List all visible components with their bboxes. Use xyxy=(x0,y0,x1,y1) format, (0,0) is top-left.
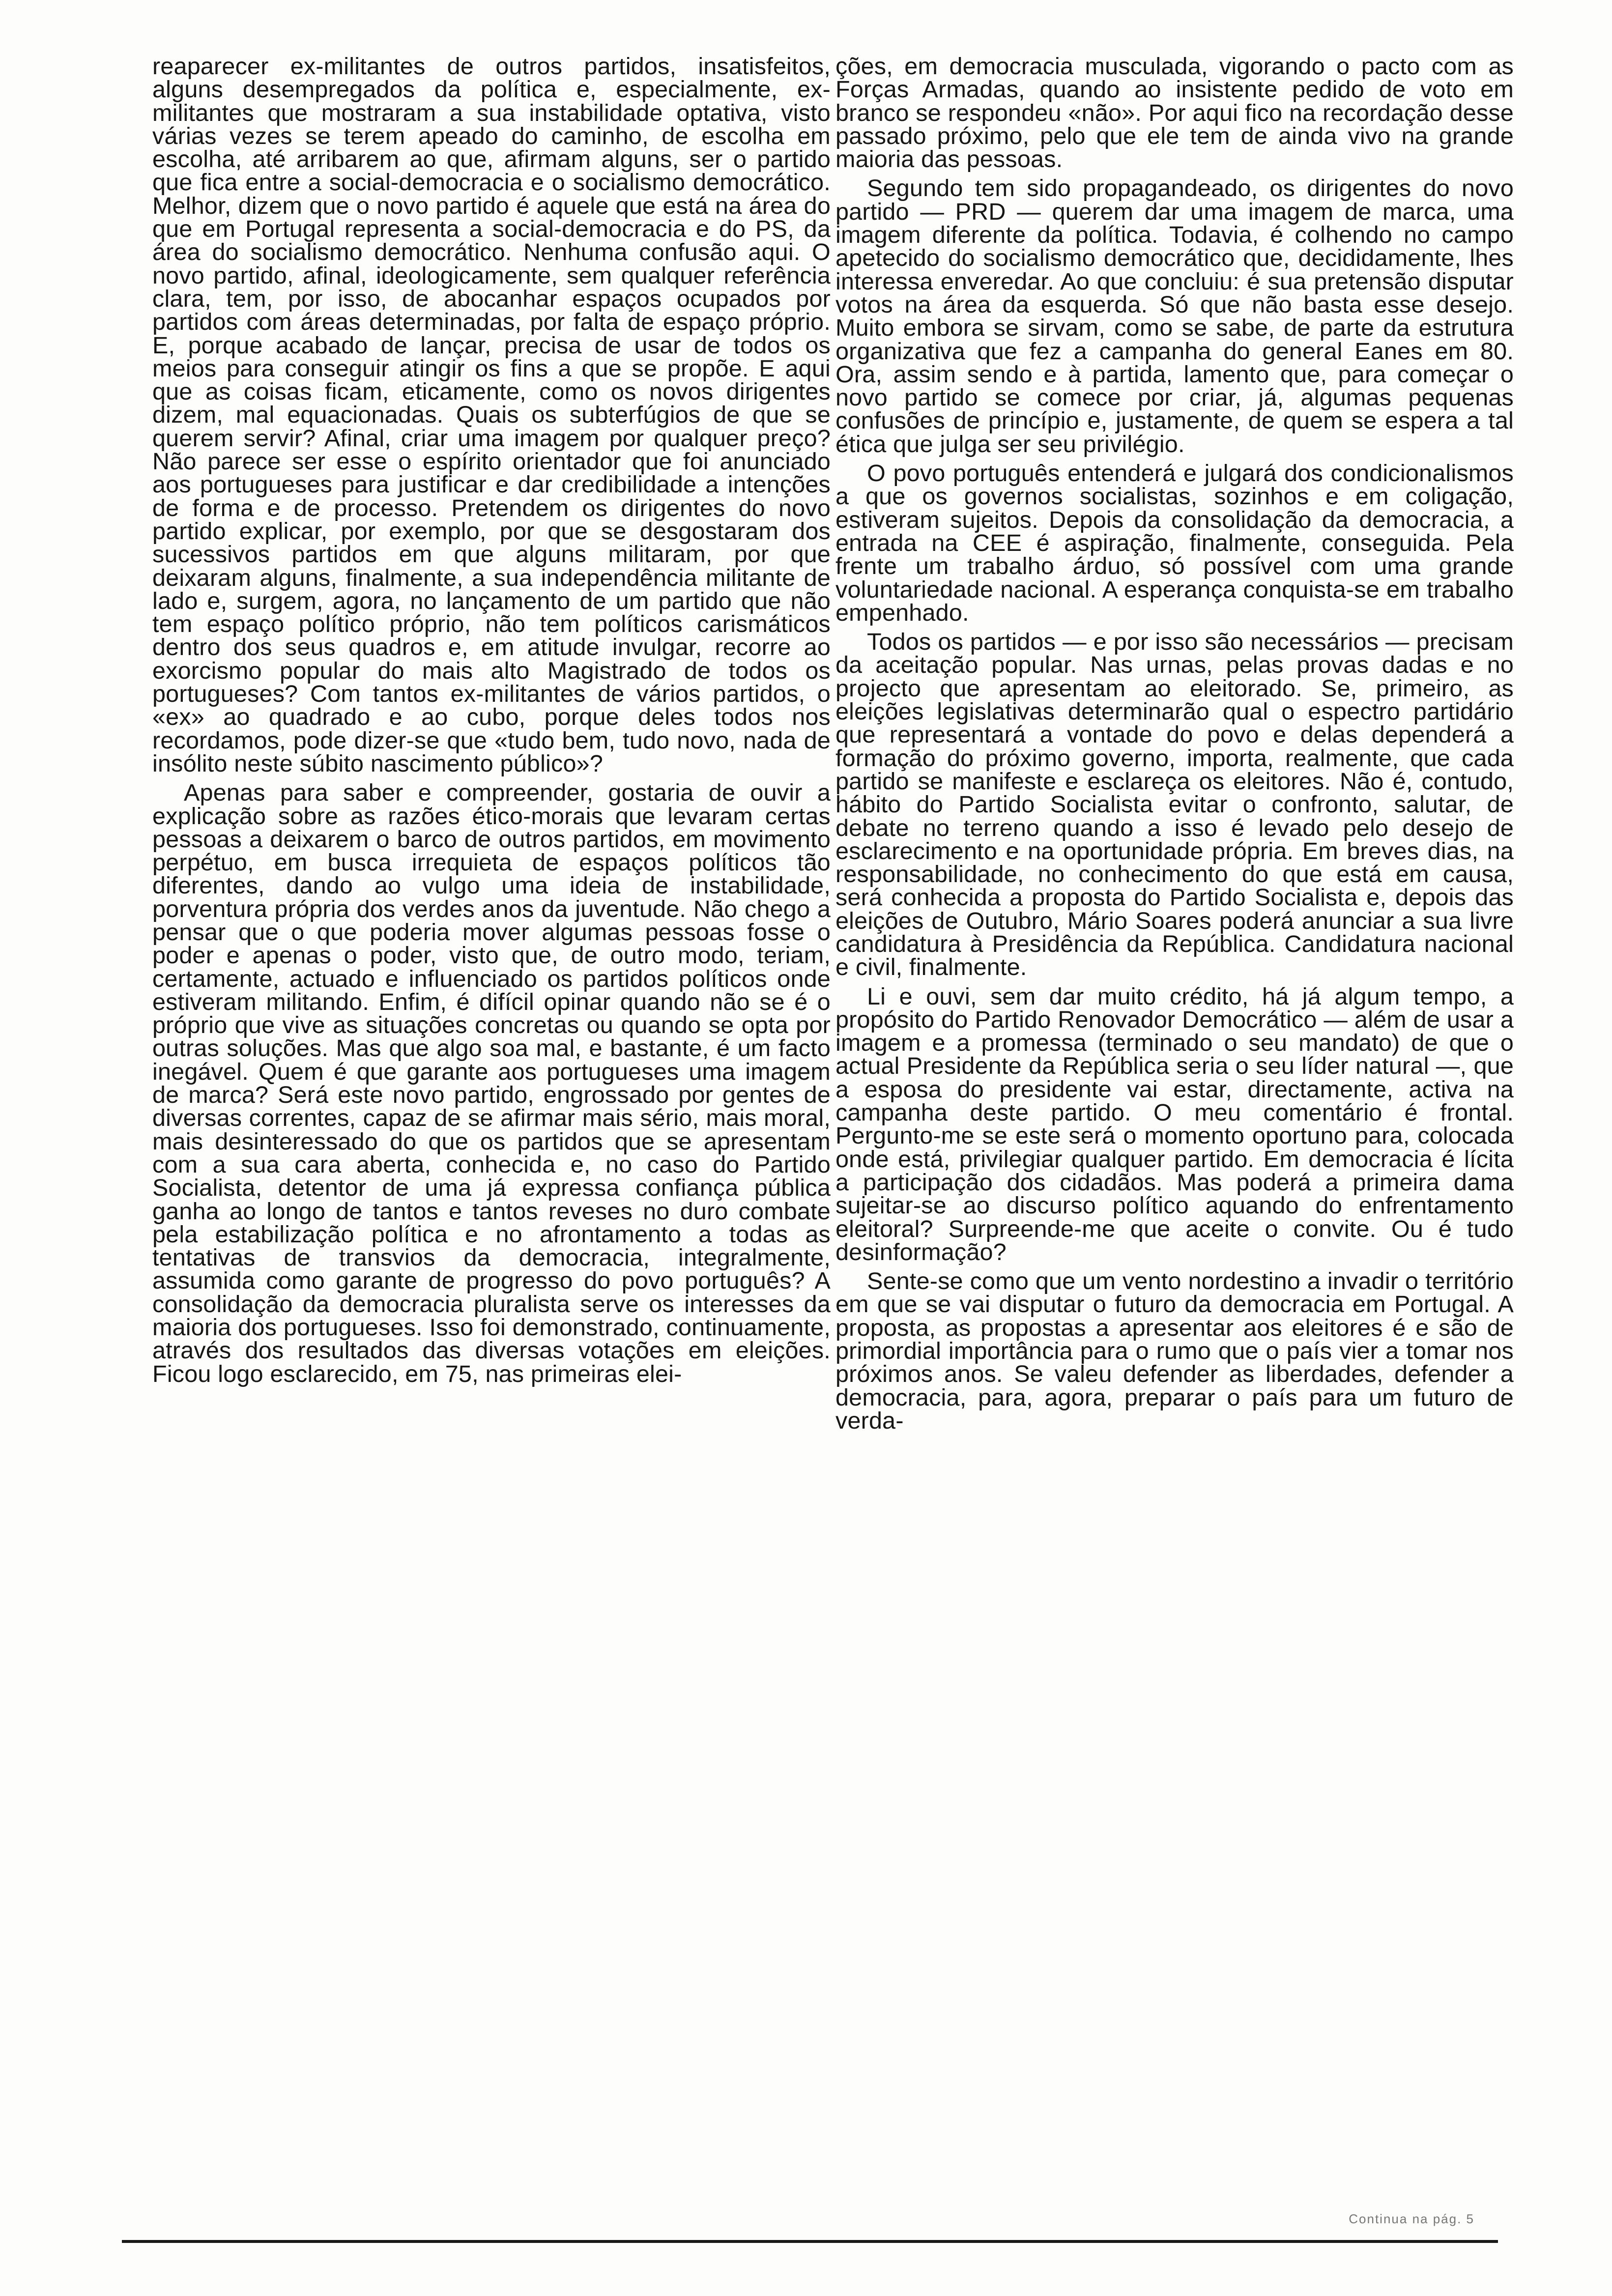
paragraph: Apenas para saber e compreender, gostaria de ouvir a explicação sobre as razões ético-morais que levaram certas pessoas a deixarem o barco de outros partidos, em movimento perpétuo, em busca irrequieta de espaços políticos tão diferentes, dando ao vulgo uma ideia de instabilidade, porventura própria dos verdes anos da juventude. Não chego a pensar que o que poderia mover algumas pessoas fosse o poder e apenas o poder, visto que, de outro modo, teriam, certamente, actuado e influenciado os partidos políticos onde estiveram militando. Enfim, é difícil opinar quando não se é o próprio que vive as situações concretas ou quando se opta por outras soluções. Mas que algo soa mal, e bastante, é um facto inegável. Quem é que garante aos portugueses uma imagem de marca? Será este novo partido, engrossado por gentes de diversas correntes, capaz de se afirmar mais sério, mais moral, mais desinteressado do que os partidos que se apresentam com a sua cara aberta, conhecida e, no caso do Partido Socialista, detentor de uma já expressa confiança pública ganha ao longo de tantos e tantos reveses no duro combate pela estabilização política e no afrontamento a todas as tentativas de transvios da democracia, integralmente, assumida como garante de progresso do povo português? A consolidação da democracia pluralista serve os interesses da maioria dos portugueses. Isso foi demonstrado, continuamente, através dos resultados das diversas votações em eleições. Ficou logo esclarecido, em 75, nas primeiras elei- xyxy=(152,779,831,1387)
paragraph: ções, em democracia musculada, vigorando o pacto com as Forças Armadas, quando ao insistente pedido de voto em branco se respondeu «não». Por aqui fico na recordação desse passado próximo, pelo que ele tem de ainda vivo na grande maioria das pessoas. xyxy=(835,53,1514,173)
bottom-rule xyxy=(122,2240,1498,2243)
paragraph: Li e ouvi, sem dar muito crédito, há já algum tempo, a propósito do Partido Renovador Democrático — além de usar a imagem e a promessa (terminado o seu mandato) de que o actual Presidente da República seria o seu líder natural —, que a esposa do presidente vai estar, directamente, activa na campanha deste partido. O meu comentário é frontal. Pergunto-me se este será o momento oportuno para, colocada onde está, privilegiar qualquer partido. Em democracia é lícita a participação dos cidadãos. Mas poderá a primeira dama sujeitar-se ao discurso político aquando do enfrentamento eleitoral? Surpreende-me que aceite o convite. Ou é tudo desinformação? xyxy=(835,983,1514,1265)
paragraph: Segundo tem sido propagandeado, os dirigentes do novo partido — PRD — querem dar uma imagem de marca, uma imagem diferente da política. Todavia, é colhendo no campo apetecido do socialismo democrático que, decididamente, lhes interessa enveredar. Ao que concluiu: é sua pretensão disputar votos na área da esquerda. Só que não basta esse desejo. Muito embora se sirvam, como se sabe, de parte da estrutura organizativa que fez a campanha do general Eanes em 80. Ora, assim sendo e à partida, lamento que, para começar o novo partido se comece por criar, já, algumas pequenas confusões de princípio e, justamente, de quem se espera a tal ética que julga ser seu privilégio. xyxy=(835,175,1514,458)
paragraph: Sente-se como que um vento nordestino a invadir o território em que se vai disputar o futuro da democracia em Portugal. A proposta, as propostas a apresentar aos eleitores é e são de primordial importância para o rumo que o país vier a tomar nos próximos anos. Se valeu defender as liberdades, defender a democracia, para, agora, preparar o país para um futuro de verda- xyxy=(835,1268,1514,1434)
left-column xyxy=(152,55,831,1386)
paragraph: reaparecer ex-militantes de outros partidos, insatisfeitos, alguns desempregados da política e, especialmente, ex-militantes que mostraram a sua instabilidade optativa, visto várias vezes se terem apeado do caminho, de escolha em escolha, até arribarem ao que, afirmam alguns, ser o partido que fica entre a social-democracia e o socialismo democrático. Melhor, dizem que o novo partido é aquele que está na área do que em Portugal representa a social-democracia e do PS, da área do socialismo democrático. Nenhuma confusão aqui. O novo partido, afinal, ideologicamente, sem qualquer referência clara, tem, por isso, de abocanhar espaços ocupados por partidos com áreas determinadas, por falta de espaço próprio. E, porque acabado de lançar, precisa de usar de todos os meios para conseguir atingir os fins a que se propõe. E aqui que as coisas ficam, eticamente, como os novos dirigentes dizem, mal equacionadas. Quais os subterfúgios de que se querem servir? Afinal, criar uma imagem por qualquer preço? Não parece ser esse o espírito orientador que foi anunciado aos portugueses para justificar e dar credibilidade a intenções de forma e de processo. Pretendem os dirigentes do novo partido explicar, por exemplo, por que se desgostaram dos sucessivos partidos em que alguns militaram, por que deixaram alguns, finalmente, a sua independência militante de lado e, surgem, agora, no lançamento de um partido que não tem espaço político próprio, não tem políticos carismáticos dentro dos seus quadros e, em atitude invulgar, recorre ao exorcismo popular do mais alto Magistrado de todos os portugueses? Com tantos ex-militantes de vários partidos, o «ex» ao quadrado e ao cubo, porque deles todos nos recordamos, pode dizer-se que «tudo bem, tudo novo, nada de insólito neste súbito nascimento público»? xyxy=(152,53,831,777)
right-column xyxy=(835,55,1514,1433)
continuation-note: Continua na pág. 5 xyxy=(1349,2211,1474,2226)
paragraph: O povo português entenderá e julgará dos condicionalismos a que os governos socialistas, sozinhos e em coligação, estiveram sujeitos. Depois da consolidação da democracia, a entrada na CEE é aspiração, finalmente, conseguida. Pela frente um trabalho árduo, só possível com uma grande voluntariedade nacional. A esperança conquista-se em trabalho empenhado. xyxy=(835,460,1514,626)
paragraph: Todos os partidos — e por isso são necessários — precisam da aceitação popular. Nas urnas, pelas provas dadas e no projecto que apresentam ao eleitorado. Se, primeiro, as eleições legislativas determinarão qual o espectro partidário que representará a vontade do povo e delas dependerá a formação do próximo governo, importa, realmente, que cada partido se manifeste e esclareça os eleitores. Não é, contudo, hábito do Partido Socialista evitar o confronto, salutar, de debate no terreno quando a isso é levado pelo desejo de esclarecimento e na oportunidade própria. Em breves dias, na responsabilidade, no conhecimento do que está em causa, será conhecida a proposta do Partido Socialista e, depois das eleições de Outubro, Mário Soares poderá anunciar a sua livre candidatura à Presidência da República. Candidatura nacional e civil, finalmente. xyxy=(835,629,1514,981)
